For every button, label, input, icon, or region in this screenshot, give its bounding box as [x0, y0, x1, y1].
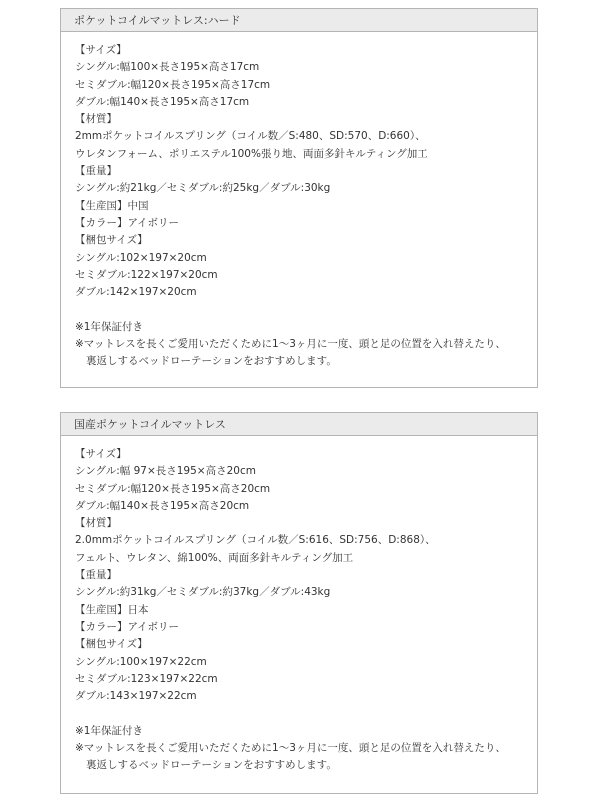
spec-box-title: ポケットコイルマットレス:ハード	[61, 9, 537, 32]
spec-heading-size: 【サイズ】	[75, 448, 127, 460]
warranty-note: ※1年保証付き	[75, 724, 143, 737]
spec-material-line-1: 2.0mmポケットコイルスプリング（コイル数／S:616、SD:756、D:868）、	[75, 534, 436, 547]
spec-size-semi-double: セミダブル:幅120×長さ195×高さ17cm	[75, 78, 271, 91]
spec-size-double: ダブル:幅140×長さ195×高さ17cm	[75, 95, 250, 108]
spec-package-single: シングル:100×197×22cm	[75, 655, 207, 668]
spec-box-domestic-mattress	[60, 412, 538, 794]
spec-heading-material: 【材質】	[75, 517, 117, 530]
spec-size-double: ダブル:幅140×長さ195×高さ20cm	[75, 499, 250, 512]
spec-package-single: シングル:102×197×20cm	[75, 251, 207, 264]
spec-weight: シングル:約21kg／セミダブル:約25kg／ダブル:30kg	[75, 182, 331, 195]
spec-color: 【カラー】アイボリー	[75, 216, 180, 229]
spec-box-body	[61, 32, 537, 371]
spec-size-single: シングル:幅100×長さ195×高さ17cm	[75, 61, 260, 74]
spec-origin: 【生産国】中国	[75, 199, 149, 212]
warranty-note: ※1年保証付き	[75, 320, 143, 333]
rotation-note-line-2: 裏返しするベッドローテーションをおすすめします。	[86, 759, 337, 772]
spec-package-semi-double: セミダブル:122×197×20cm	[75, 268, 218, 281]
spec-heading-weight: 【重量】	[75, 165, 117, 178]
spec-size-semi-double: セミダブル:幅120×長さ195×高さ20cm	[75, 482, 271, 495]
spacer	[75, 705, 537, 722]
spec-heading-package: 【梱包サイズ】	[75, 234, 148, 247]
spec-box-body	[61, 436, 537, 775]
rotation-note-line-2: 裏返しするベッドローテーションをおすすめします。	[86, 355, 337, 368]
spec-material-line-2: ウレタンフォーム、ポリエステル100%張り地、両面多針キルティング加工	[75, 147, 428, 160]
spec-material-line-2: フェルト、ウレタン、綿100%、両面多針キルティング加工	[75, 551, 354, 564]
spec-heading-material: 【材質】	[75, 113, 117, 126]
rotation-note-line-1: ※マットレスを長くご愛用いただくために1〜3ヶ月に一度、頭と足の位置を入れ替えたり、	[75, 742, 506, 755]
spec-size-single: シングル:幅 97×長さ195×高さ20cm	[75, 465, 256, 478]
spec-material-line-1: 2mmポケットコイルスプリング（コイル数／S:480、SD:570、D:660）、	[75, 130, 426, 143]
spec-color: 【カラー】アイボリー	[75, 620, 180, 633]
rotation-note-line-1: ※マットレスを長くご愛用いただくために1〜3ヶ月に一度、頭と足の位置を入れ替えたり、	[75, 338, 506, 351]
spec-heading-weight: 【重量】	[75, 569, 117, 582]
spacer	[75, 301, 537, 318]
spec-origin: 【生産国】日本	[75, 603, 149, 616]
spec-heading-package: 【梱包サイズ】	[75, 638, 148, 651]
spec-heading-size: 【サイズ】	[75, 44, 127, 56]
spec-package-double: ダブル:143×197×22cm	[75, 690, 197, 703]
spec-box-title: 国産ポケットコイルマットレス	[61, 413, 537, 436]
spec-package-semi-double: セミダブル:123×197×22cm	[75, 672, 218, 685]
spec-box-hard-mattress	[60, 8, 538, 388]
spec-weight: シングル:約31kg／セミダブル:約37kg／ダブル:43kg	[75, 586, 331, 599]
spec-package-double: ダブル:142×197×20cm	[75, 286, 197, 299]
